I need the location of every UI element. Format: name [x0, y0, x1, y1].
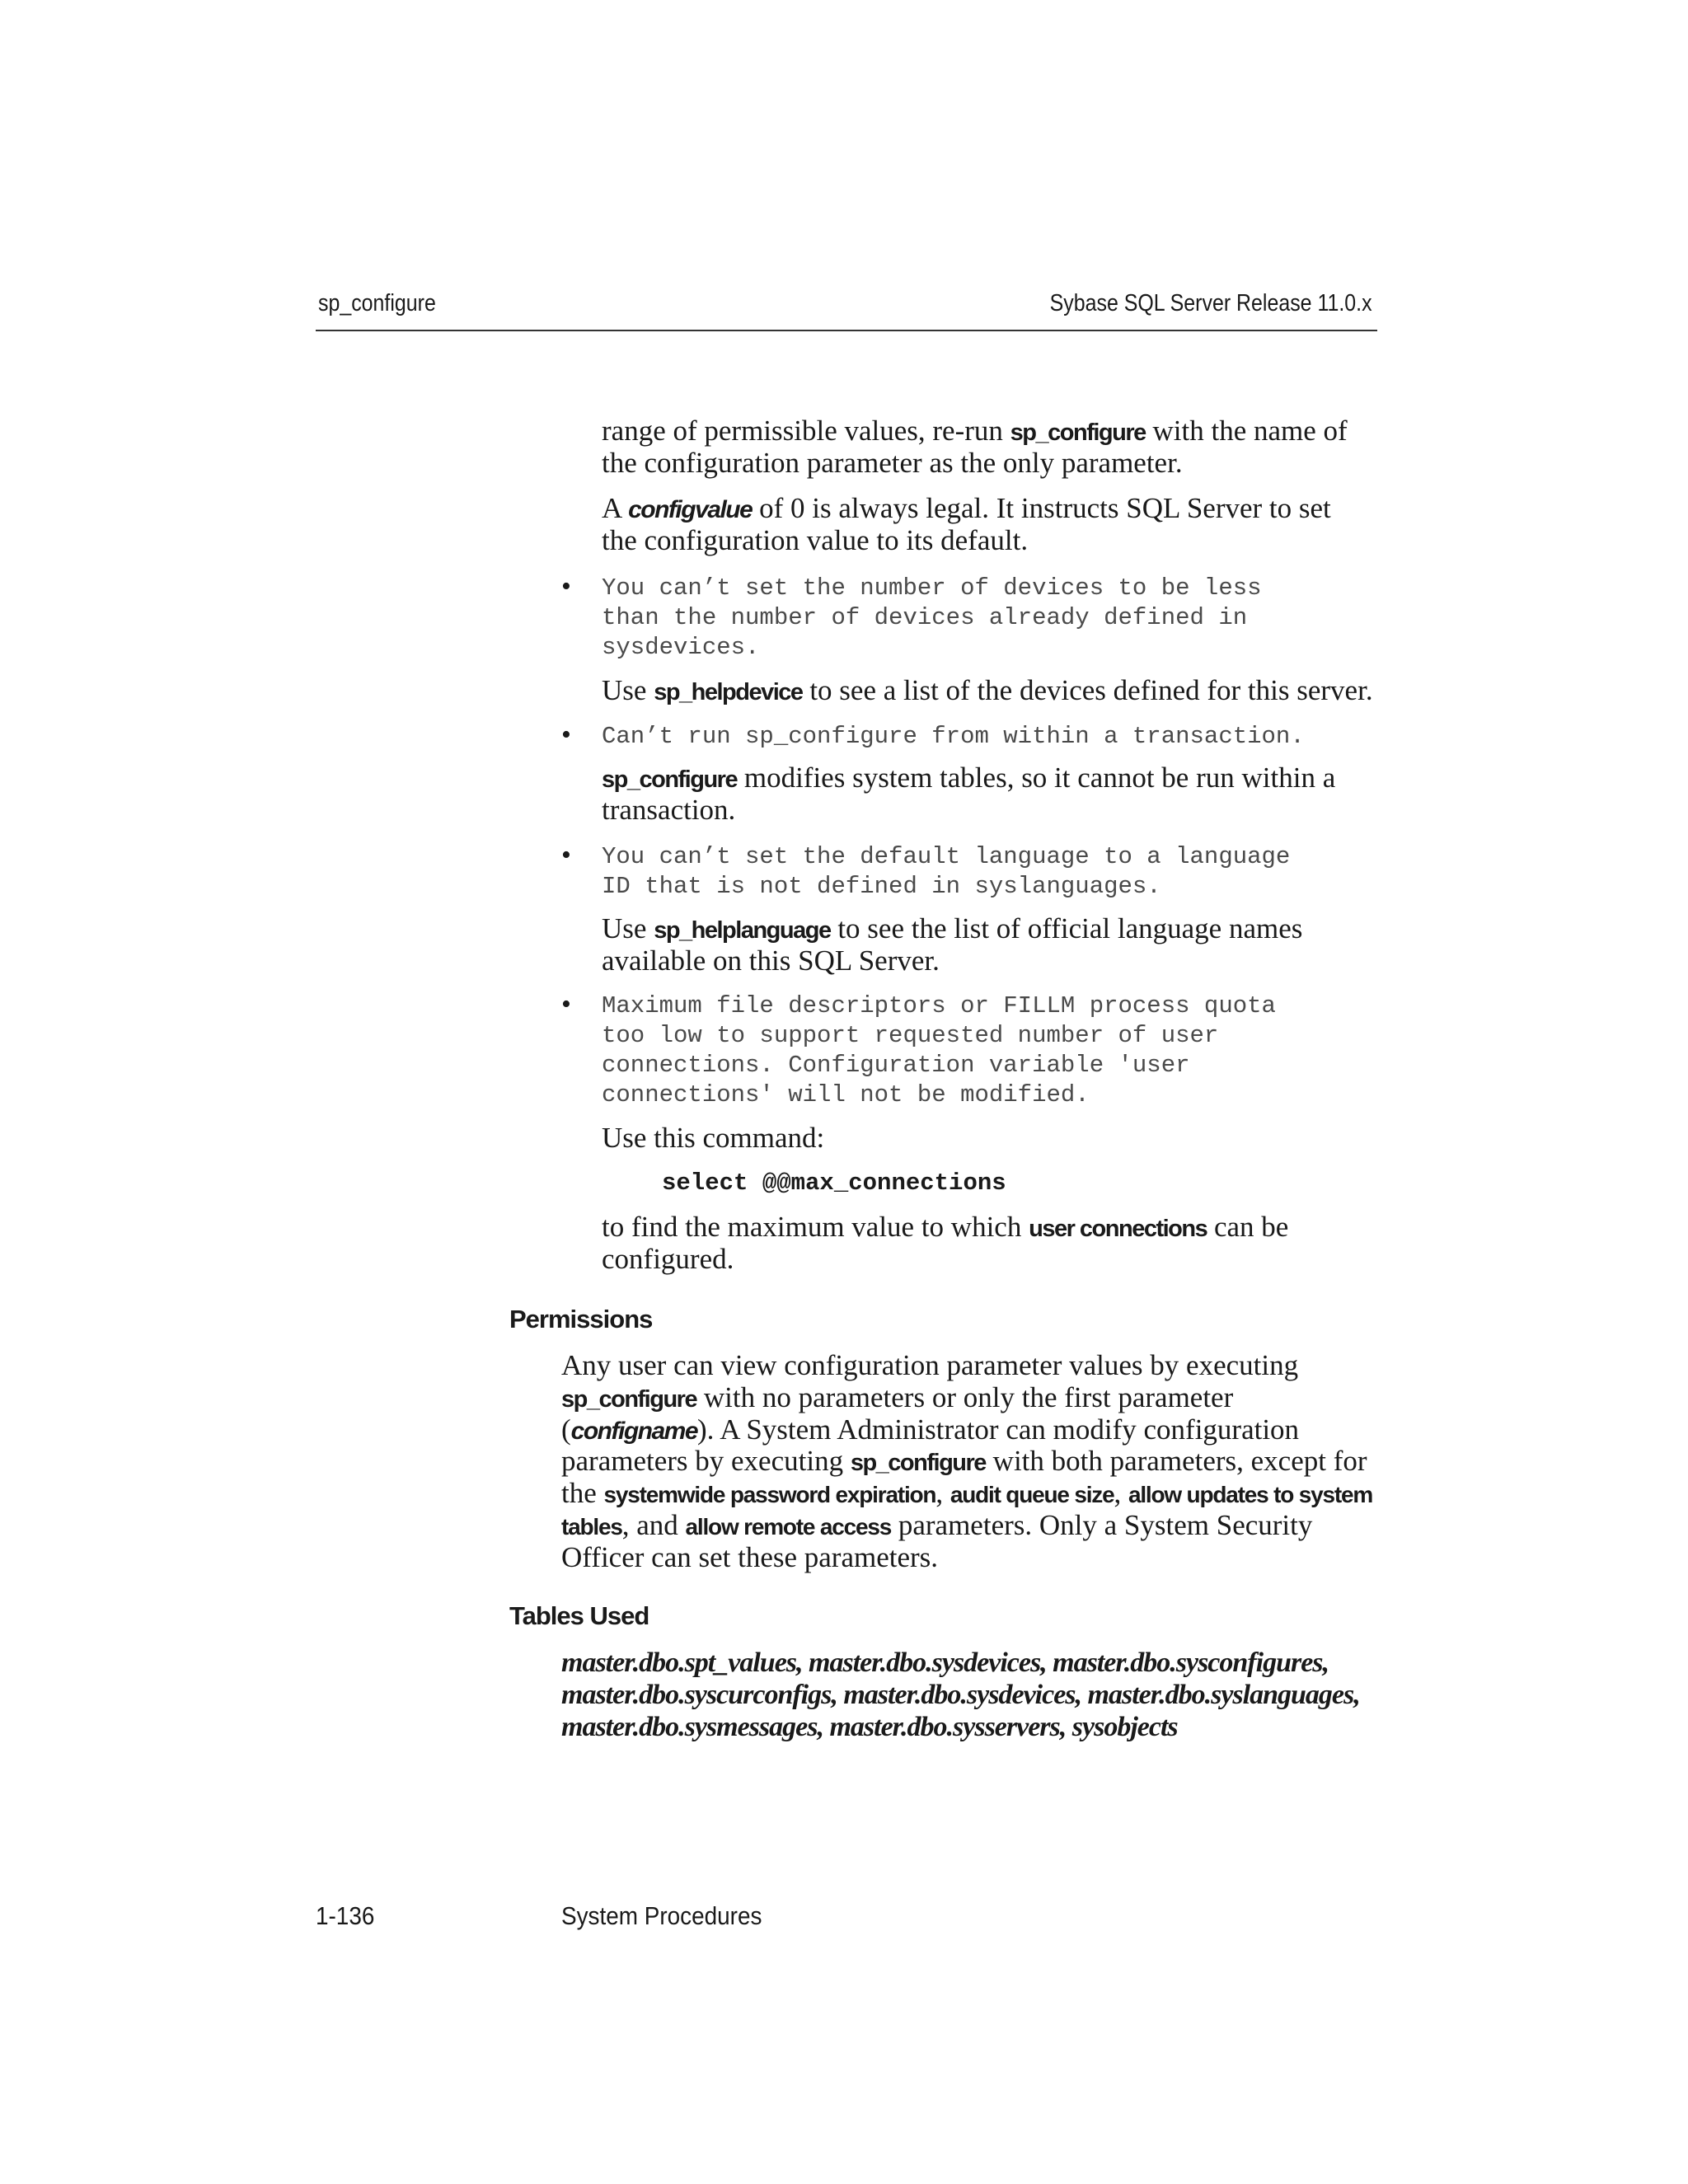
explanation-4-line-3: configured.: [602, 1243, 734, 1275]
keyword: sp_helplanguage: [654, 917, 831, 944]
keyword-italic: configname: [570, 1418, 698, 1445]
bullet-4: •: [561, 989, 571, 1019]
error-message-3-line-2: ID that is not defined in syslanguages.: [602, 873, 1161, 900]
bullet-1: •: [561, 571, 571, 602]
keyword: user connections: [1029, 1216, 1207, 1242]
tables-used-line-2: master.dbo.syscurconfigs, master.dbo.sysdevices, master.dbo.syslanguages,: [561, 1680, 1360, 1710]
keyword: sp_configure: [602, 766, 738, 793]
keyword: allow remote access: [685, 1514, 892, 1540]
explanation-4-line-1: Use this command:: [602, 1122, 825, 1154]
running-header-left: sp_configure: [318, 290, 436, 316]
permissions-line-6: tables, and allow remote access parameters. Only a System Security: [561, 1509, 1313, 1541]
intro-line-3: A configvalue of 0 is always legal. It instructs SQL Server to set: [602, 492, 1331, 524]
permissions-line-2: sp_configure with no parameters or only the first parameter: [561, 1381, 1234, 1413]
keyword: sp_configure: [850, 1450, 986, 1476]
footer-section-title: System Procedures: [561, 1901, 762, 1930]
keyword: sp_helpdevice: [654, 679, 803, 705]
error-message-4-line-2: too low to support requested number of user: [602, 1022, 1219, 1049]
error-message-4-line-3: connections. Configuration variable 'user: [602, 1052, 1190, 1079]
tables-used-line-3: master.dbo.sysmessages, master.dbo.sysservers, sysobjects: [561, 1712, 1178, 1742]
intro-line-4: the configuration value to its default.: [602, 524, 1029, 556]
keyword: allow updates to system: [1128, 1482, 1373, 1507]
permissions-line-5: the systemwide password expiration, audit queue size, allow updates to system: [561, 1477, 1373, 1509]
permissions-line-4: parameters by executing sp_configure with both parameters, except for: [561, 1445, 1367, 1477]
keyword: systemwide password expiration: [603, 1482, 936, 1507]
keyword: sp_configure: [1010, 419, 1146, 446]
explanation-1: Use sp_helpdevice to see a list of the devices defined for this server.: [602, 674, 1373, 706]
error-message-2-line-1: Can’t run sp_configure from within a transaction.: [602, 723, 1305, 750]
tables-used-heading: Tables Used: [509, 1601, 649, 1630]
error-message-1-line-3: sysdevices.: [602, 634, 760, 661]
error-message-3-line-1: You can’t set the default language to a language: [602, 843, 1291, 870]
permissions-line-1: Any user can view configuration parameter values by executing: [561, 1349, 1299, 1381]
explanation-2-line-2: transaction.: [602, 794, 736, 826]
explanation-3-line-2: available on this SQL Server.: [602, 944, 940, 977]
explanation-4-line-2: to find the maximum value to which user connections can be: [602, 1211, 1289, 1243]
intro-line-2: the configuration parameter as the only parameter.: [602, 447, 1183, 479]
intro-line-1: range of permissible values, re-run sp_configure with the name of: [602, 415, 1348, 447]
page-number: 1-136: [316, 1901, 375, 1930]
error-message-1-line-1: You can’t set the number of devices to be less: [602, 574, 1262, 602]
error-message-4-line-1: Maximum file descriptors or FILLM process quota: [602, 992, 1276, 1019]
tables-used-line-1: master.dbo.spt_values, master.dbo.sysdevices, master.dbo.sysconfigures,: [561, 1647, 1329, 1678]
error-message-1-line-2: than the number of devices already defined in: [602, 604, 1248, 631]
keyword: sp_configure: [561, 1386, 697, 1413]
keyword: tables: [561, 1514, 622, 1540]
permissions-line-3: (configname). A System Administrator can modify configuration: [561, 1413, 1300, 1446]
code-sample: select @@max_connections: [662, 1169, 1006, 1197]
bullet-3: •: [561, 840, 571, 870]
keyword: audit queue size: [950, 1482, 1114, 1507]
permissions-heading: Permissions: [509, 1305, 653, 1333]
explanation-3-line-1: Use sp_helplanguage to see the list of official language names: [602, 912, 1303, 944]
permissions-line-7: Officer can set these parameters.: [561, 1541, 939, 1573]
keyword-italic: configvalue: [628, 496, 753, 523]
running-header-right: Sybase SQL Server Release 11.0.x: [1050, 290, 1372, 316]
error-message-4-line-4: connections' will not be modified.: [602, 1081, 1090, 1108]
bullet-2: •: [561, 719, 571, 750]
explanation-2-line-1: sp_configure modifies system tables, so it cannot be run within a: [602, 762, 1336, 794]
header-rule: [316, 330, 1377, 331]
